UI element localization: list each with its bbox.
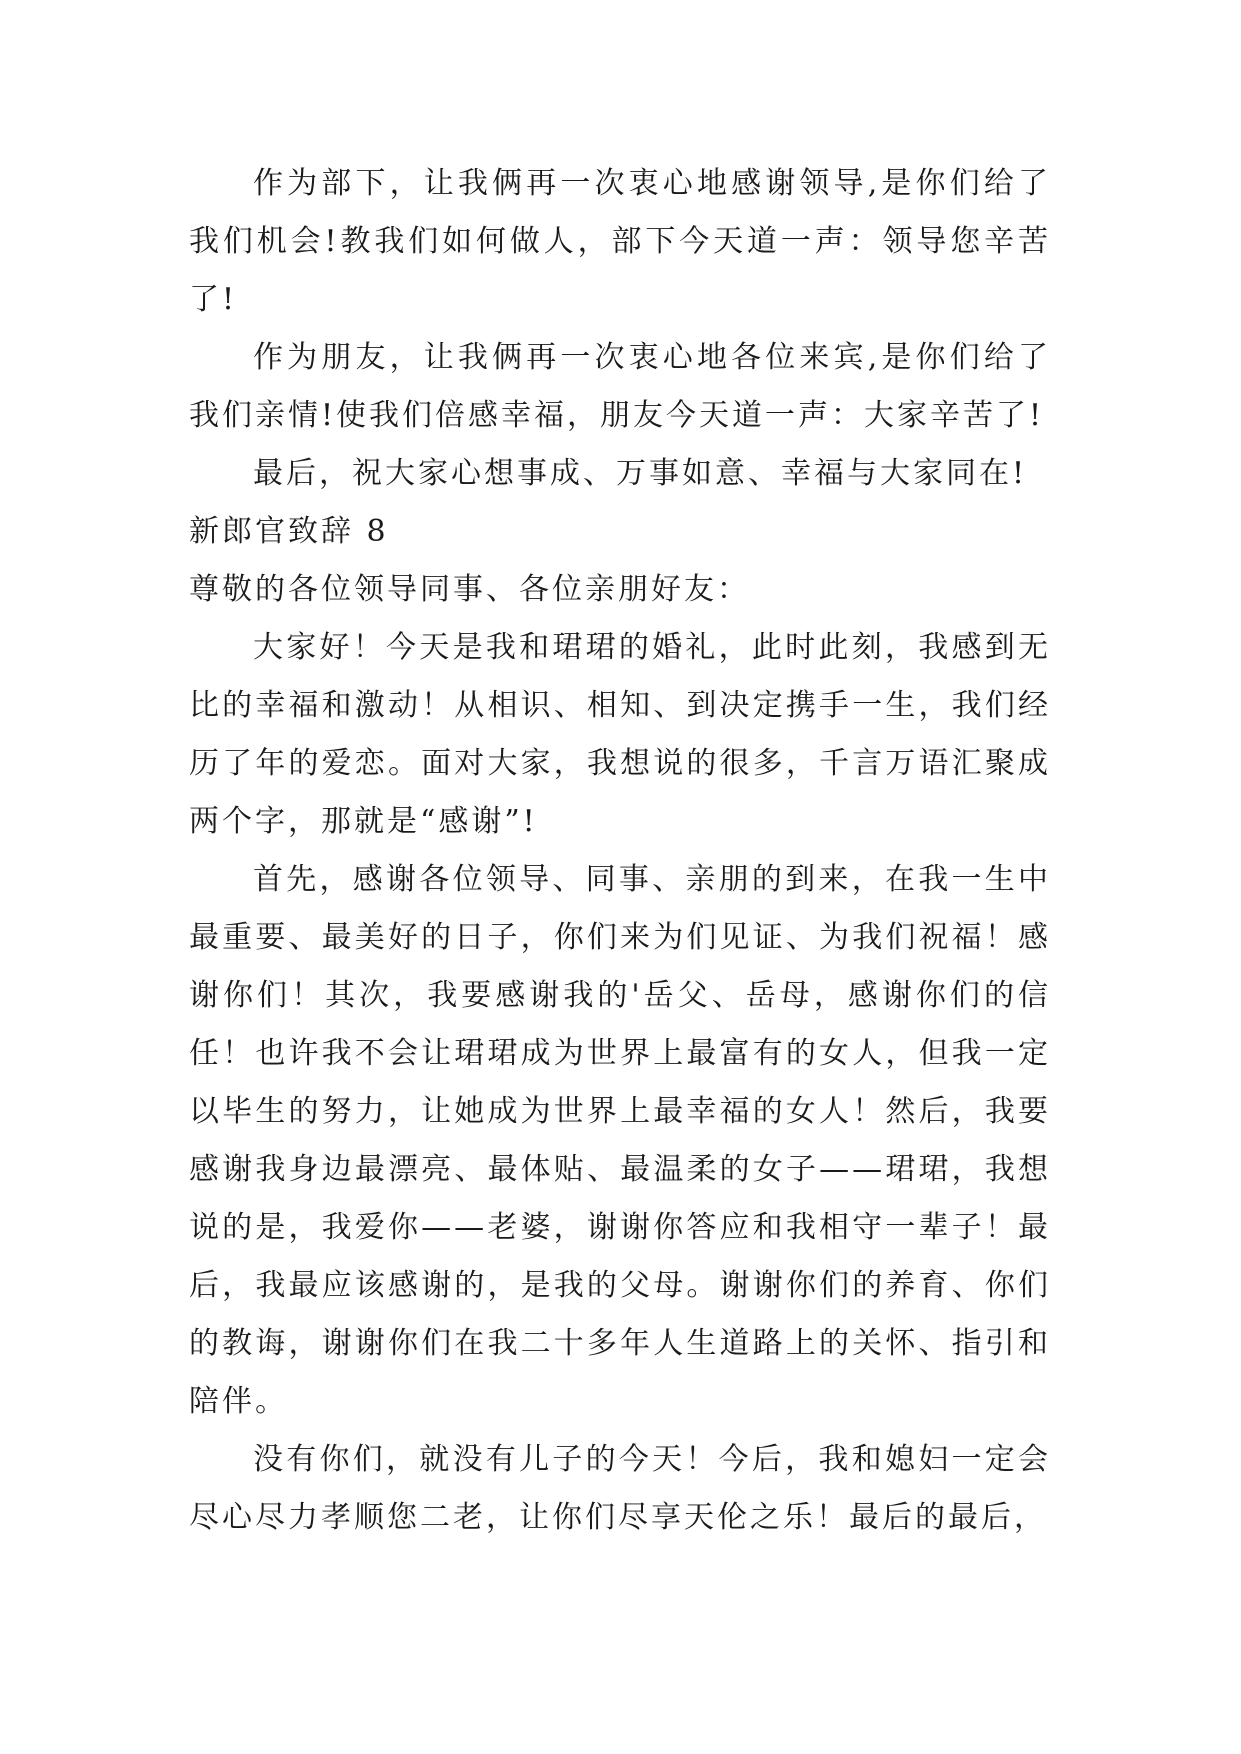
paragraph-greeting: 大家好！今天是我和珺珺的婚礼，此时此刻，我感到无比的幸福和激动！从相识、相知、到决定携手一生，我们经历了年的爱恋。面对大家，我想说的很多，千言万语汇聚成两个字，那就是“感谢”! [189, 630, 1051, 839]
paragraph-thanks-friends: 作为朋友，让我俩再一次衷心地各位来宾,是你们给了我们亲情!使我们倍感幸福，朋友今天道一声：大家辛苦了! [189, 340, 1051, 433]
document-body [189, 155, 1051, 1547]
paragraph-thanks-leaders: 作为部下，让我俩再一次衷心地感谢领导,是你们给了我们机会!教我们如何做人，部下今天道一声：领导您辛苦了! [189, 166, 1051, 317]
salutation: 尊敬的各位领导同事、各位亲朋好友： [189, 572, 750, 607]
paragraph-gratitude: 首先，感谢各位领导、同事、亲朋的到来，在我一生中最重要、最美好的日子，你们来为们见证、为我们祝福！感谢你们！其次，我要感谢我的'岳父、岳母，感谢你们的信任！也许我不会让珺珺成为世界上最富有的女人，但我一定以毕生的努力，让她成为世界上最幸福的女人！然后，我要感谢我身边最漂亮、最体贴、最温柔的女子——珺珺，我想说的是，我爱你——老婆，谢谢你答应和我相守一辈子！最后，我最应该感谢的，是我的父母。谢谢你们的养育、你们的教诲，谢谢你们在我二十多年人生道路上的关怀、指引和陪伴。 [189, 862, 1051, 1419]
paragraph-closing-wish: 最后，祝大家心想事成、万事如意、幸福与大家同在! [253, 456, 1028, 491]
paragraph-promise: 没有你们，就没有儿子的今天！今后，我和媳妇一定会尽心尽力孝顺您二老，让你们尽享天伦之乐！最后的最后， [189, 1442, 1051, 1535]
section-heading: 新郎官致辞 8 [189, 514, 389, 549]
